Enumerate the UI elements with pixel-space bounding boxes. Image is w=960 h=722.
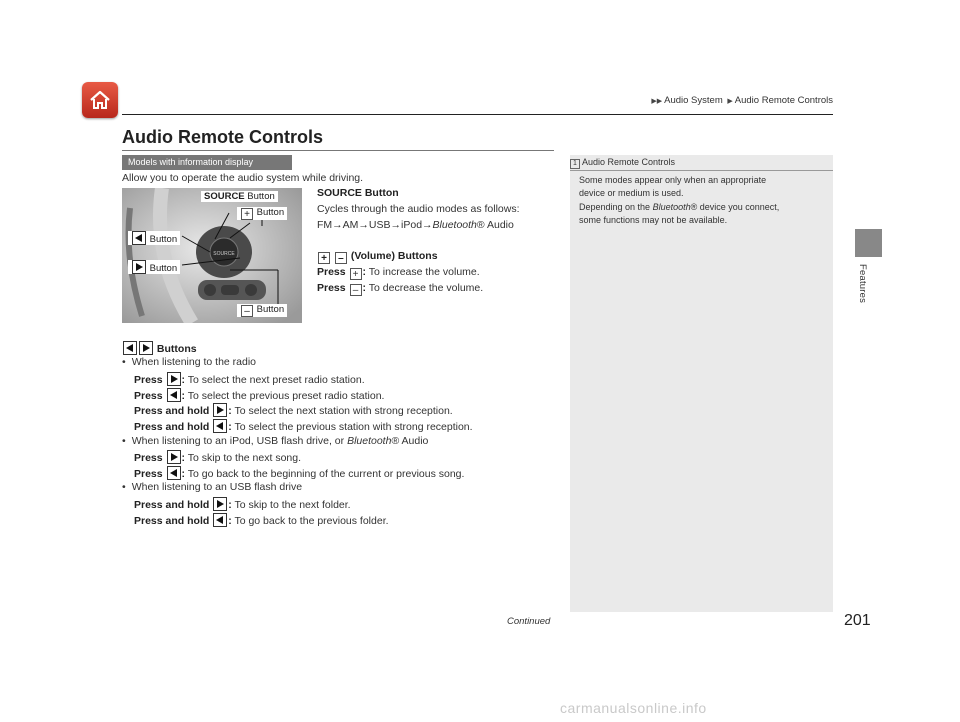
radio-next-strong: Press and hold : To select the next station with strong reception.: [134, 405, 453, 417]
page-number: 201: [844, 612, 871, 629]
source-desc: Cycles through the audio modes as follows:: [317, 203, 520, 215]
continued-label: Continued: [507, 616, 551, 627]
left-arrow-icon: [132, 231, 146, 245]
source-heading: SOURCE Button: [317, 187, 399, 199]
left-arrow-icon: [167, 388, 181, 402]
section-tab-marker: [855, 229, 882, 257]
left-arrow-icon: [213, 419, 227, 433]
plus-icon: +: [241, 208, 253, 220]
volume-up-line: Press + : To increase the volume.: [317, 266, 480, 280]
source-callout: SOURCE Button: [201, 191, 278, 202]
ipod-prev: Press : To go back to the beginning of the current or previous song.: [134, 468, 465, 480]
breadcrumb-arrow-icon: ▶: [727, 98, 733, 105]
arrow-icon: →: [422, 219, 433, 231]
arrow-icon: →: [332, 219, 343, 231]
radio-next-preset: Press : To select the next preset radio station.: [134, 374, 365, 386]
arrow-icon: →: [390, 219, 402, 231]
breadcrumb-item-remote-controls: Audio Remote Controls: [734, 95, 833, 106]
radio-prev-preset: Press : To select the previous preset radio station.: [134, 390, 385, 402]
breadcrumb: [649, 95, 833, 106]
header-rule: [122, 114, 833, 115]
volume-heading: + – (Volume) Buttons: [317, 250, 438, 264]
home-icon: [88, 88, 112, 112]
svg-text:SOURCE: SOURCE: [213, 251, 235, 257]
page-title: Audio Remote Controls: [122, 127, 323, 147]
models-badge: Models with information display: [122, 155, 292, 170]
right-arrow-icon: [132, 260, 146, 274]
section-tab-label[interactable]: Features: [857, 264, 868, 304]
usb-prev: Press and hold : To go back to the previous folder.: [134, 515, 389, 527]
plus-icon: +: [318, 252, 330, 264]
breadcrumb-arrow-icon: ▶▶: [651, 98, 663, 105]
plus-callout: + Button: [237, 207, 287, 220]
watermark: carmanualsonline.info: [560, 700, 707, 716]
note-line-3: Depending on the Bluetooth® device you connect,: [579, 202, 780, 212]
arrows-heading: Buttons: [122, 341, 197, 355]
left-arrow-icon: [213, 513, 227, 527]
left-arrow-icon: [123, 341, 137, 355]
radio-label: • When listening to the radio: [122, 356, 256, 368]
left-callout: Button: [128, 231, 180, 245]
radio-prev-strong: Press and hold : To select the previous station with strong reception.: [134, 421, 473, 433]
breadcrumb-item-audio-system[interactable]: Audio System: [664, 95, 723, 106]
left-arrow-icon: [167, 466, 181, 480]
note-line-2: device or medium is used.: [579, 188, 684, 198]
note-marker-icon: 1: [570, 159, 580, 169]
note-line-4: some functions may not be available.: [579, 215, 728, 225]
minus-callout: – Button: [237, 304, 287, 317]
home-button[interactable]: [82, 82, 118, 118]
ipod-label: • When listening to an iPod, USB flash drive, or Bluetooth® Audio: [122, 435, 428, 447]
source-modes: FM→AM→USB→iPod→Bluetooth® Audio: [317, 219, 514, 231]
right-callout: Button: [128, 260, 180, 274]
arrow-icon: →: [358, 219, 369, 231]
right-arrow-icon: [167, 372, 181, 386]
usb-next: Press and hold : To skip to the next folder.: [134, 499, 351, 511]
right-arrow-icon: [167, 450, 181, 464]
minus-icon: –: [241, 305, 253, 317]
plus-icon: +: [350, 268, 362, 280]
right-arrow-icon: [213, 497, 227, 511]
note-rule: [570, 170, 833, 171]
right-arrow-icon: [213, 403, 227, 417]
note-line-1: Some modes appear only when an appropriate: [579, 175, 767, 185]
minus-icon: –: [350, 284, 362, 296]
note-heading: 1 Audio Remote Controls: [570, 157, 675, 169]
usb-label: • When listening to an USB flash drive: [122, 481, 302, 493]
intro-text: Allow you to operate the audio system while driving.: [122, 172, 364, 184]
right-arrow-icon: [139, 341, 153, 355]
volume-down-line: Press – : To decrease the volume.: [317, 282, 484, 296]
title-rule: [122, 150, 554, 151]
ipod-next: Press : To skip to the next song.: [134, 452, 301, 464]
minus-icon: –: [335, 252, 347, 264]
